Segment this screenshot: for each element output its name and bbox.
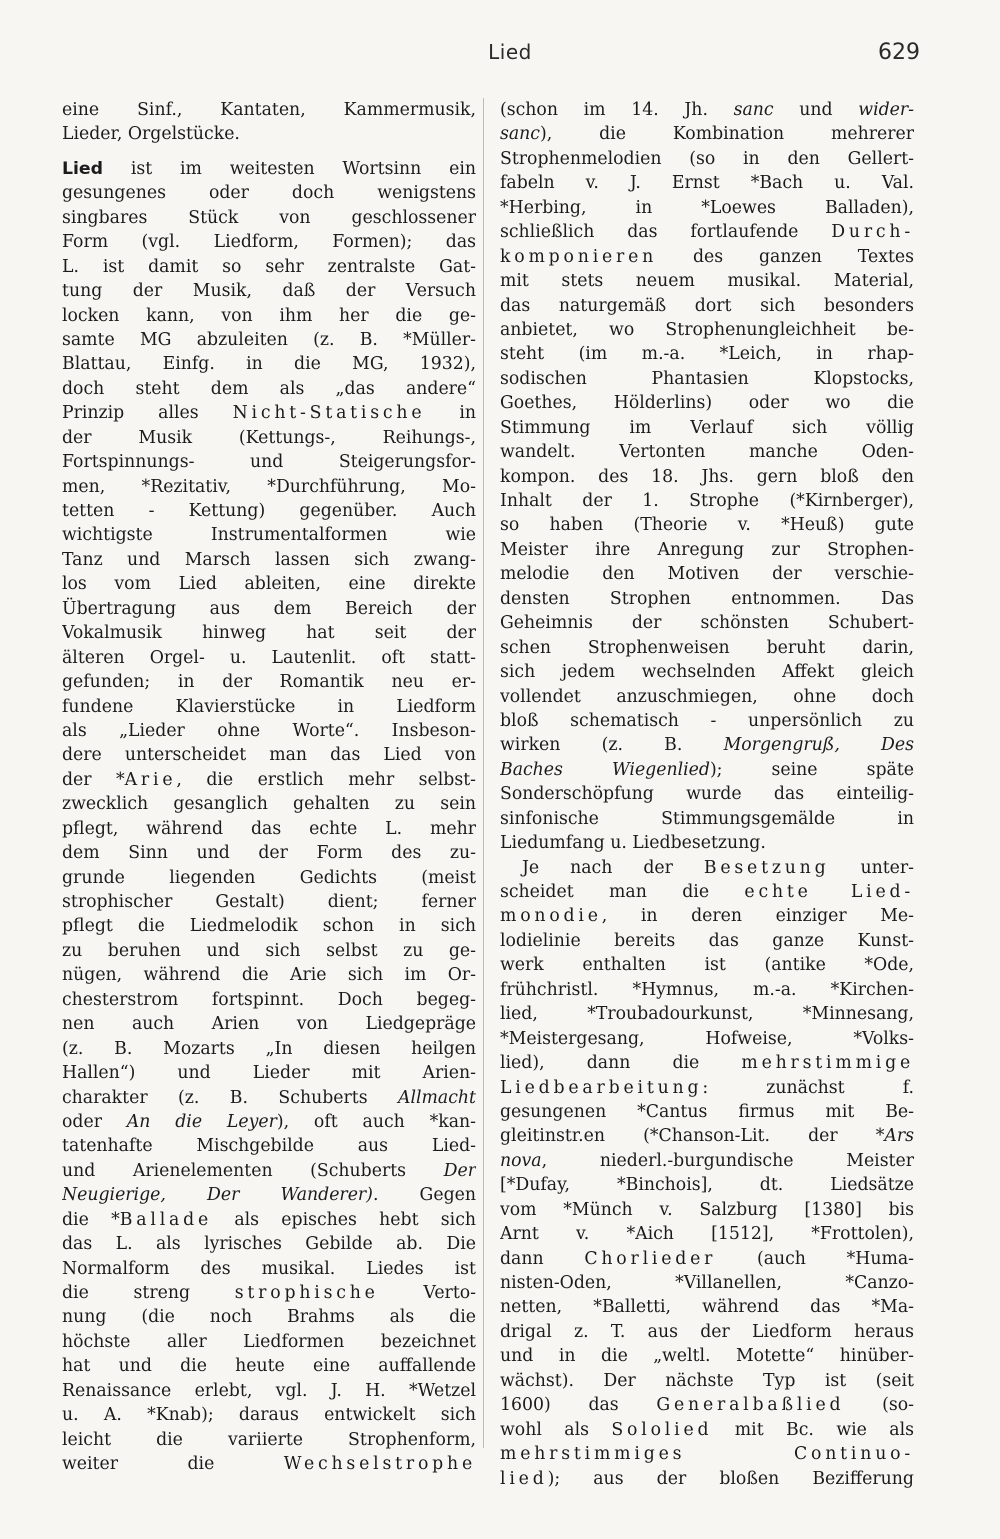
text-line: Stimmung im Verlauf sich völlig (500, 417, 914, 438)
text-line: schließlich das fortlaufende Durch- (500, 222, 914, 243)
text-line: chesterstrom fortspinnt. Doch begeg- (62, 989, 476, 1010)
text-line: das L. als lyrisches Gebilde ab. Die (62, 1234, 476, 1255)
text-line: schen Strophenweisen beruht darin, (500, 637, 914, 658)
text-line: sanc), die Kombination mehrerer (500, 124, 914, 145)
text-line: nen auch Arien von Liedgepräge (62, 1014, 476, 1035)
text-line: gesungenes oder doch wenigstens (62, 183, 476, 204)
text-line: dere unterscheidet man das Lied von (62, 745, 476, 766)
text-line: wohl als Sololied mit Bc. wie als (500, 1419, 914, 1440)
text-line: Goethes, Hölderlins) oder wo die (500, 393, 914, 414)
text-line: kompon. des 18. Jhs. gern bloß den (500, 466, 914, 487)
text-line: leicht die variierte Strophenform, (62, 1429, 476, 1450)
text-line: Geheimnis der schönsten Schubert- (500, 613, 914, 634)
text-line: nova, niederl.-burgundische Meister (500, 1150, 914, 1171)
text-line: der *Arie, die erstlich mehr selbst- (62, 769, 476, 790)
text-line: (schon im 14. Jh. sanc und wider- (500, 100, 914, 120)
column-divider (483, 98, 484, 1448)
text-line: Übertragung aus dem Bereich der (62, 598, 476, 619)
text-line: nung (die noch Brahms als die (62, 1307, 476, 1328)
text-line: dann Chorlieder (auch *Huma- (500, 1248, 914, 1269)
text-line: locken kann, von ihm her die ge- (62, 305, 476, 326)
text-line: fundene Klavierstücke in Liedform (62, 696, 476, 717)
text-line: steht (im m.-a. *Leich, in rhap- (500, 344, 914, 365)
text-line: 1600) das Generalbaßlied (so- (500, 1395, 914, 1416)
text-line: scheidet man die echte Lied- (500, 882, 914, 902)
text-line: tetten - Kettung) gegenüber. Auch (62, 501, 476, 521)
text-line: charakter (z. B. Schuberts Allmacht (62, 1087, 476, 1108)
text-line: Prinzip alles Nicht-Statische in (62, 403, 476, 424)
text-line: frühchristl. *Hymnus, m.-a. *Kirchen- (500, 979, 914, 1000)
text-line: eine Sinf., Kantaten, Kammermusik, (62, 100, 476, 120)
text-line: wirken (z. B. Morgengruß, Des (500, 735, 914, 756)
text-line: strophischer Gestalt) dient; ferner (62, 892, 476, 912)
text-line: nügen, während die Arie sich im Or- (62, 965, 476, 986)
text-line: tung der Musik, daß der Versuch (62, 281, 476, 302)
text-line: anbietet, wo Strophenungleichheit be- (500, 319, 914, 340)
text-line: gleitinstr.en (*Chanson-Lit. der *Ars (500, 1126, 914, 1147)
text-line: sodischen Phantasien Klopstocks, (500, 368, 914, 389)
text-line: Form (vgl. Liedform, Formen); das (62, 232, 476, 253)
text-line: Tanz und Marsch lassen sich zwang- (62, 549, 476, 570)
text-line: Sonderschöpfung wurde das einteilig- (500, 784, 914, 805)
text-line: melodie den Motiven der verschie- (500, 564, 914, 585)
text-line: hat und die heute eine auffallende (62, 1356, 476, 1377)
right-column (500, 98, 914, 1491)
text-line: weiter die Wechselstrophe (62, 1454, 476, 1475)
running-head: Lied (488, 40, 532, 64)
text-line: Renaissance erlebt, vgl. J. H. *Wetzel (62, 1380, 476, 1401)
text-line: zwecklich gesanglich gehalten zu sein (62, 794, 476, 815)
text-line: *Herbing, in *Loewes Balladen), (500, 197, 914, 218)
text-line: lied, *Troubadourkunst, *Minnesang, (500, 1004, 914, 1025)
text-line: Strophenmelodien (so in den Gellert- (500, 148, 914, 169)
text-line: monodie, in deren einziger Me- (500, 906, 914, 927)
text-line: *Meistergesang, Hofweise, *Volks- (500, 1028, 914, 1049)
text-line: netten, *Balletti, während das *Ma- (500, 1297, 914, 1318)
text-line: Neugierige, Der Wanderer). Gegen (62, 1185, 476, 1206)
page-number: 629 (878, 40, 920, 65)
text-line: (z. B. Mozarts „In diesen heilgen (62, 1038, 476, 1059)
text-line: lied); aus der bloßen Bezifferung (500, 1468, 914, 1489)
text-line: die streng strophische Verto- (62, 1283, 476, 1303)
entry-start-line: Lied ist im weitesten Wortsinn ein (62, 158, 476, 179)
text-line: densten Strophen entnommen. Das (500, 588, 914, 609)
text-line: Normalform des musikal. Liedes ist (62, 1258, 476, 1279)
text-line: der Musik (Kettungs-, Reihungs-, (62, 427, 476, 448)
text-line: vollendet anzuschmiegen, ohne doch (500, 686, 914, 707)
text-line: älteren Orgel- u. Lautenlit. oft statt- (62, 647, 476, 668)
text-line: Hallen“) und Lieder mit Arien- (62, 1063, 476, 1084)
text-line: wächst). Der nächste Typ ist (seit (500, 1370, 914, 1391)
text-line: gefunden; in der Romantik neu er- (62, 672, 476, 693)
text-line: als „Lieder ohne Worte“. Insbeson- (62, 720, 476, 741)
text-line: samte MG abzuleiten (z. B. *Müller- (62, 329, 476, 350)
text-line: Blattau, Einfg. in die MG, 1932), (62, 354, 476, 375)
text-line: pflegt, während das echte L. mehr (62, 818, 476, 839)
text-line: Meister ihre Anregung zur Strophen- (500, 539, 914, 560)
text-line: [*Dufay, *Binchois], dt. Liedsätze (500, 1175, 914, 1196)
text-line: bloß schematisch - unpersönlich zu (500, 710, 914, 731)
text-line: singbares Stück von geschlossener (62, 207, 476, 228)
text-line: höchste aller Liedformen bezeichnet (62, 1331, 476, 1352)
text-line: mehrstimmiges Continuo- (500, 1444, 914, 1465)
text-line: Inhalt der 1. Strophe (*Kirnberger), (500, 491, 914, 511)
text-line: pflegt die Liedmelodik schon in sich (62, 916, 476, 937)
text-line: lodielinie bereits das ganze Kunst- (500, 930, 914, 951)
text-line: lied), dann die mehrstimmige (500, 1053, 914, 1074)
text-line: los vom Lied ableiten, eine direkte (62, 574, 476, 595)
text-line: oder An die Leyer), oft auch *kan- (62, 1111, 476, 1132)
text-line: Liedbearbeitung: zunächst f. (500, 1077, 914, 1098)
text-line: Liedumfang u. Liedbesetzung. (500, 833, 766, 854)
text-line: u. A. *Knab); daraus entwickelt sich (62, 1405, 476, 1426)
text-line: komponieren des ganzen Textes (500, 246, 914, 267)
text-line: Baches Wiegenlied); seine späte (500, 759, 914, 780)
text-line: dem Sinn und der Form des zu- (62, 843, 476, 864)
text-line: fabeln v. J. Ernst *Bach u. Val. (500, 173, 914, 194)
text-line: Fortspinnungs- und Steigerungsfor- (62, 452, 476, 473)
text-line: wandelt. Vertonten manche Oden- (500, 442, 914, 463)
text-line: nisten-Oden, *Villanellen, *Canzo- (500, 1273, 914, 1293)
text-line: vom *Münch v. Salzburg [1380] bis (500, 1199, 914, 1220)
text-line: wichtigste Instrumentalformen wie (62, 525, 476, 546)
text-line: grunde liegenden Gedichts (meist (62, 867, 476, 888)
text-line: mit stets neuem musikal. Material, (500, 271, 914, 292)
text-line: sich jedem wechselnden Affekt gleich (500, 662, 914, 683)
text-line: Vokalmusik hinweg hat seit der (62, 623, 476, 644)
text-line: tatenhafte Mischgebilde aus Lied- (62, 1136, 476, 1157)
text-line: Arnt v. *Aich [1512], *Frottolen), (500, 1224, 914, 1245)
entry-headword: Lied (62, 158, 104, 179)
text-line: und in die „weltl. Motette“ hinüber- (500, 1346, 914, 1367)
text-line: das naturgemäß dort sich besonders (500, 295, 914, 316)
text-line: Lieder, Orgelstücke. (62, 124, 240, 145)
text-line: men, *Rezitativ, *Durchführung, Mo- (62, 476, 476, 497)
text-line: doch steht dem als „das andere“ (62, 378, 476, 399)
text-line: gesungenen *Cantus firmus mit Be- (500, 1101, 914, 1122)
text-line: werk enthalten ist (antike *Ode, (500, 955, 914, 976)
text-line: die *Ballade als episches hebt sich (62, 1209, 476, 1230)
left-column (62, 98, 476, 1477)
text-line: und Arienelementen (Schuberts Der (62, 1160, 476, 1181)
text-line: L. ist damit so sehr zentralste Gat- (62, 256, 476, 277)
text-line: drigal z. T. aus der Liedform heraus (500, 1321, 914, 1342)
text-line: so haben (Theorie v. *Heuß) gute (500, 515, 914, 536)
paragraph-start-line: Je nach der Besetzung unter- (522, 857, 914, 878)
text-line: zu beruhen und sich selbst zu ge- (62, 940, 476, 961)
text-line: sinfonische Stimmungsgemälde in (500, 808, 914, 829)
